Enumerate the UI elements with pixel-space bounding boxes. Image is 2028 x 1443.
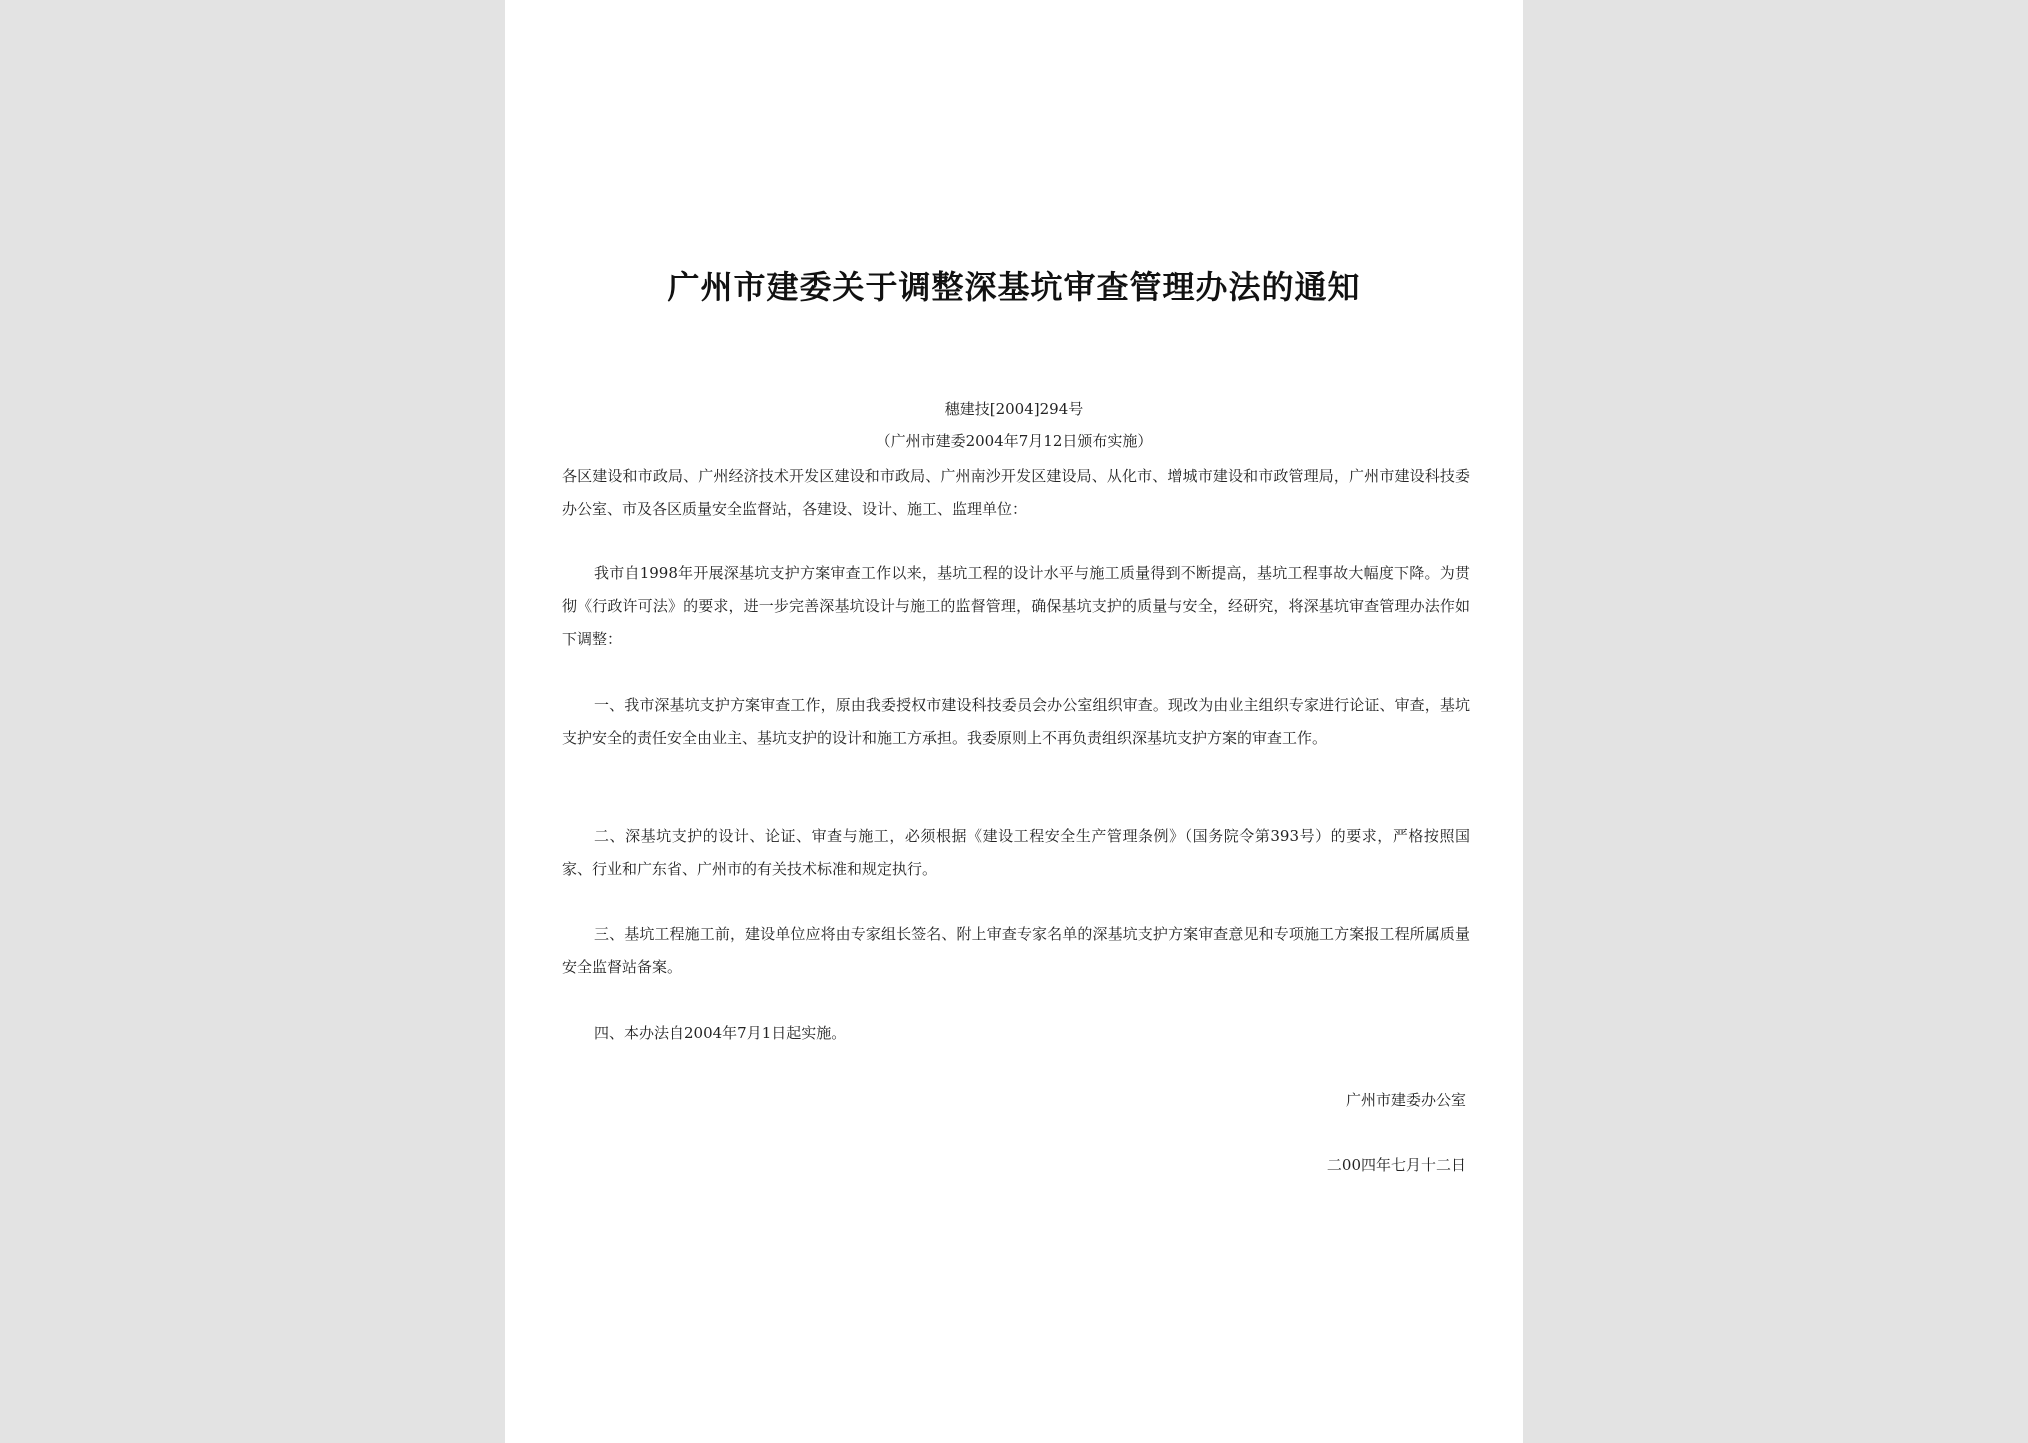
signature-date: 二00四年七月十二日 (1326, 1156, 1466, 1174)
document-title: 广州市建委关于调整深基坑审查管理办法的通知 (667, 268, 1361, 306)
signature-office: 广州市建委办公室 (1345, 1091, 1466, 1109)
document-page (505, 0, 1523, 1443)
item-2-paragraph: 二、深基坑支护的设计、论证、审查与施工，必须根据《建设工程安全生产管理条例》（国务院令第393号）的要求，严格按照国家、行业和广东省、广州市的有关技术标准和规定执行。 (562, 827, 1470, 878)
item-3-paragraph: 三、基坑工程施工前，建设单位应将由专家组长签名、附上审查专家名单的深基坑支护方案审查意见和专项施工方案报工程所属质量安全监督站备案。 (562, 925, 1470, 976)
document-number: 穗建技[2004]294号 (944, 400, 1084, 418)
item-1-paragraph: 一、我市深基坑支护方案审查工作，原由我委授权市建设科技委员会办公室组织审查。现改为由业主组织专家进行论证、审查，基坑支护安全的责任安全由业主、基坑支护的设计和施工方承担。我委原则上不再负责组织深基坑支护方案的审查工作。 (562, 696, 1470, 747)
intro-paragraph: 我市自1998年开展深基坑支护方案审查工作以来，基坑工程的设计水平与施工质量得到不断提高，基坑工程事故大幅度下降。为贯彻《行政许可法》的要求，进一步完善深基坑设计与施工的监督管理，确保基坑支护的质量与安全，经研究，将深基坑审查管理办法作如下调整： (562, 564, 1470, 648)
promulgation-note: （广州市建委2004年7月12日颁布实施） (875, 432, 1153, 450)
addressee-paragraph: 各区建设和市政局、广州经济技术开发区建设和市政局、广州南沙开发区建设局、从化市、增城市建设和市政管理局，广州市建设科技委办公室、市及各区质量安全监督站，各建设、设计、施工、监理单位： (562, 467, 1470, 518)
item-4-paragraph: 四、本办法自2004年7月1日起实施。 (594, 1024, 847, 1042)
